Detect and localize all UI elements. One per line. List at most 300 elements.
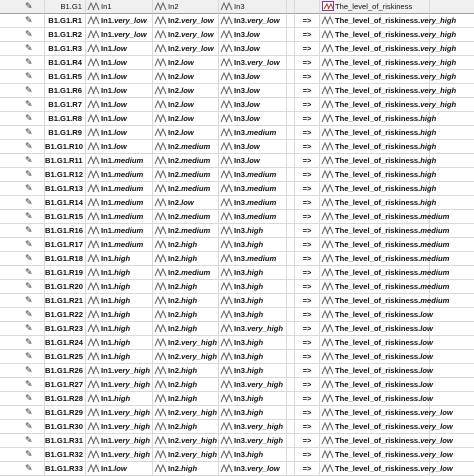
- in2-cell[interactable]: [153, 350, 219, 364]
- in3-cell[interactable]: [219, 406, 287, 420]
- pencil-icon[interactable]: ✎: [25, 183, 33, 193]
- in1-cell[interactable]: [86, 28, 153, 42]
- table-row[interactable]: [0, 196, 474, 210]
- table-row[interactable]: [0, 336, 474, 350]
- in2-cell[interactable]: [153, 266, 219, 280]
- blank-cell: [287, 378, 295, 392]
- pencil-icon[interactable]: ✎: [25, 281, 33, 291]
- in2-cell[interactable]: [153, 224, 219, 238]
- in1-cell[interactable]: [86, 14, 153, 28]
- in1-cell[interactable]: [86, 238, 153, 252]
- in3-cell[interactable]: [219, 350, 287, 364]
- after-cell: [430, 336, 474, 350]
- in3-value: very_high: [247, 380, 283, 389]
- separator: .: [244, 114, 248, 123]
- header-rule[interactable]: B1.G1: [45, 0, 86, 14]
- table-row[interactable]: [0, 168, 474, 182]
- in2-cell[interactable]: [153, 14, 219, 28]
- in3-cell[interactable]: [219, 70, 287, 84]
- membership-function-icon: [88, 141, 100, 151]
- in1-cell[interactable]: [86, 70, 153, 84]
- membership-function-icon: [322, 29, 334, 39]
- in2-cell[interactable]: [153, 84, 219, 98]
- table-row[interactable]: [0, 224, 474, 238]
- separator: .: [244, 156, 248, 165]
- edit-cell[interactable]: [0, 56, 45, 70]
- in2-cell[interactable]: [153, 364, 219, 378]
- in1-value: high: [114, 352, 131, 361]
- out-cell[interactable]: [320, 336, 433, 350]
- out-value: medium: [420, 226, 450, 235]
- table-row[interactable]: [0, 126, 474, 140]
- in2-cell[interactable]: [153, 238, 219, 252]
- in1-cell[interactable]: [86, 112, 153, 126]
- in1-cell[interactable]: [86, 350, 153, 364]
- pencil-icon[interactable]: ✎: [25, 29, 33, 39]
- in2-cell[interactable]: [153, 42, 219, 56]
- edit-cell[interactable]: [0, 448, 45, 462]
- in3-cell[interactable]: [219, 42, 287, 56]
- separator: .: [418, 282, 421, 291]
- pencil-icon[interactable]: ✎: [25, 197, 33, 207]
- in2-cell[interactable]: [153, 406, 219, 420]
- out-cell[interactable]: [320, 168, 437, 182]
- pencil-icon[interactable]: ✎: [25, 365, 33, 375]
- in3-cell[interactable]: [219, 294, 287, 308]
- out-cell[interactable]: [320, 70, 457, 84]
- pencil-icon[interactable]: ✎: [25, 71, 33, 81]
- edit-cell[interactable]: [0, 126, 45, 140]
- in2-var: In2: [168, 380, 179, 389]
- membership-function-icon: [221, 281, 233, 291]
- in1-cell[interactable]: [86, 420, 153, 434]
- table-row[interactable]: [0, 406, 474, 420]
- edit-cell[interactable]: [0, 294, 45, 308]
- in2-cell[interactable]: [153, 182, 219, 196]
- rule-id: B1.G1.R20: [45, 280, 86, 294]
- after-cell: [430, 28, 474, 42]
- table-row[interactable]: [0, 42, 474, 56]
- pencil-icon[interactable]: ✎: [25, 169, 33, 179]
- out-cell[interactable]: [320, 462, 453, 476]
- out-cell[interactable]: [320, 280, 450, 294]
- pencil-icon[interactable]: ✎: [25, 323, 33, 333]
- in2-cell[interactable]: [153, 322, 219, 336]
- out-cell[interactable]: [320, 140, 437, 154]
- in3-cell[interactable]: [219, 84, 287, 98]
- table-row[interactable]: [0, 364, 474, 378]
- in1-var: In1: [101, 184, 112, 193]
- out-cell[interactable]: [320, 14, 457, 28]
- blank-cell: [287, 112, 295, 126]
- separator: .: [244, 198, 248, 207]
- in2-cell[interactable]: [153, 392, 219, 406]
- edit-cell[interactable]: [0, 406, 45, 420]
- table-row[interactable]: [0, 182, 474, 196]
- membership-function-icon: [155, 295, 167, 305]
- pencil-icon[interactable]: ✎: [25, 309, 33, 319]
- pencil-icon[interactable]: ✎: [25, 85, 33, 95]
- table-row[interactable]: [0, 140, 474, 154]
- membership-function-icon: [155, 337, 167, 347]
- pencil-icon[interactable]: ✎: [25, 99, 33, 109]
- in2-cell[interactable]: [153, 336, 219, 350]
- pencil-icon[interactable]: ✎: [25, 57, 33, 67]
- separator: .: [111, 352, 115, 361]
- membership-function-icon: [155, 15, 167, 25]
- in2-cell[interactable]: [153, 434, 219, 448]
- out-cell[interactable]: [320, 308, 433, 322]
- edit-cell[interactable]: [0, 168, 45, 182]
- out-value: low: [420, 380, 433, 389]
- edit-cell[interactable]: [0, 266, 45, 280]
- in3-cell[interactable]: [219, 266, 287, 280]
- in3-cell[interactable]: [219, 224, 287, 238]
- header-in2[interactable]: [153, 0, 219, 14]
- arrow-cell: =>: [295, 14, 320, 28]
- edit-cell[interactable]: [0, 182, 45, 196]
- pencil-icon[interactable]: ✎: [25, 15, 33, 25]
- table-row[interactable]: [0, 280, 474, 294]
- in3-cell[interactable]: [219, 420, 287, 434]
- in3-cell[interactable]: [219, 252, 287, 266]
- membership-function-icon: [155, 211, 167, 221]
- after-cell: [430, 238, 474, 252]
- out-cell[interactable]: [320, 252, 450, 266]
- table-row[interactable]: [0, 154, 474, 168]
- out-cell[interactable]: [320, 126, 437, 140]
- pencil-icon[interactable]: ✎: [25, 141, 33, 151]
- in1-cell[interactable]: [86, 168, 153, 182]
- edit-cell[interactable]: [0, 364, 45, 378]
- in1-cell[interactable]: [86, 336, 153, 350]
- in3-cell[interactable]: [219, 378, 287, 392]
- in2-cell[interactable]: [153, 140, 219, 154]
- in3-cell[interactable]: [219, 364, 287, 378]
- in3-cell[interactable]: [219, 56, 287, 70]
- out-cell[interactable]: [320, 378, 433, 392]
- out-cell[interactable]: [320, 322, 433, 336]
- in3-cell[interactable]: [219, 14, 287, 28]
- edit-cell[interactable]: [0, 28, 45, 42]
- in2-cell[interactable]: [153, 196, 219, 210]
- separator: .: [178, 464, 182, 473]
- out-cell[interactable]: [320, 84, 457, 98]
- rule-id: B1.G1.R11: [45, 154, 86, 168]
- out-cell[interactable]: [320, 350, 433, 364]
- in3-cell[interactable]: [219, 462, 287, 476]
- out-cell[interactable]: [320, 224, 450, 238]
- table-row[interactable]: [0, 98, 474, 112]
- in2-cell[interactable]: [153, 378, 219, 392]
- pencil-icon[interactable]: ✎: [25, 421, 33, 431]
- arrow-cell: =>: [295, 420, 320, 434]
- in1-cell[interactable]: [86, 378, 153, 392]
- out-var: The_level_of_riskiness: [335, 352, 419, 361]
- blank-cell: [287, 252, 295, 266]
- pencil-icon[interactable]: ✎: [25, 267, 33, 277]
- in1-cell[interactable]: [86, 322, 153, 336]
- table-row[interactable]: [0, 308, 474, 322]
- after-cell: [430, 406, 474, 420]
- in1-cell[interactable]: [86, 364, 153, 378]
- separator: .: [244, 422, 248, 431]
- in1-cell[interactable]: [86, 294, 153, 308]
- pencil-icon[interactable]: ✎: [25, 43, 33, 53]
- edit-cell[interactable]: [0, 42, 45, 56]
- in1-cell[interactable]: [86, 448, 153, 462]
- out-cell[interactable]: [320, 406, 453, 420]
- out-cell[interactable]: [320, 98, 457, 112]
- header-in1[interactable]: [86, 0, 153, 14]
- in1-cell[interactable]: [86, 196, 153, 210]
- in3-var: In3: [234, 156, 245, 165]
- in1-cell[interactable]: [86, 182, 153, 196]
- in3-cell[interactable]: [219, 448, 287, 462]
- out-cell[interactable]: [320, 210, 450, 224]
- in3-cell[interactable]: [219, 154, 287, 168]
- edit-cell[interactable]: [0, 140, 45, 154]
- edit-cell[interactable]: [0, 462, 45, 476]
- in3-cell[interactable]: [219, 182, 287, 196]
- table-row[interactable]: [0, 378, 474, 392]
- pencil-icon[interactable]: ✎: [25, 337, 33, 347]
- table-row[interactable]: [0, 252, 474, 266]
- edit-cell[interactable]: [0, 112, 45, 126]
- edit-cell[interactable]: [0, 392, 45, 406]
- membership-function-icon: [155, 449, 167, 459]
- membership-function-icon: [221, 141, 233, 151]
- rule-id: B1.G1.R33: [45, 462, 86, 476]
- in1-cell[interactable]: [86, 126, 153, 140]
- separator: .: [178, 366, 182, 375]
- out-cell[interactable]: [320, 420, 453, 434]
- in1-cell[interactable]: [86, 462, 153, 476]
- out-cell[interactable]: [320, 42, 457, 56]
- in1-cell[interactable]: [86, 210, 153, 224]
- pencil-icon[interactable]: ✎: [25, 463, 33, 473]
- pencil-icon[interactable]: ✎: [25, 239, 33, 249]
- table-row[interactable]: [0, 392, 474, 406]
- in3-cell[interactable]: [219, 126, 287, 140]
- edit-cell[interactable]: [0, 350, 45, 364]
- table-row[interactable]: [0, 322, 474, 336]
- pencil-icon[interactable]: ✎: [25, 253, 33, 263]
- out-cell[interactable]: [320, 112, 437, 126]
- in2-cell[interactable]: [153, 420, 219, 434]
- in3-value: high: [247, 310, 264, 319]
- pencil-icon[interactable]: ✎: [25, 407, 33, 417]
- pencil-icon[interactable]: ✎: [25, 351, 33, 361]
- table-row[interactable]: [0, 112, 474, 126]
- table-row[interactable]: [0, 28, 474, 42]
- in2-var: In2: [168, 156, 179, 165]
- edit-cell[interactable]: [0, 434, 45, 448]
- out-cell[interactable]: [320, 28, 457, 42]
- in1-cell[interactable]: [86, 84, 153, 98]
- in3-cell[interactable]: [219, 140, 287, 154]
- in1-cell[interactable]: [86, 56, 153, 70]
- in2-cell[interactable]: [153, 56, 219, 70]
- arrow-cell: =>: [295, 266, 320, 280]
- in1-cell[interactable]: [86, 140, 153, 154]
- edit-cell[interactable]: [0, 98, 45, 112]
- pencil-icon[interactable]: ✎: [25, 379, 33, 389]
- in3-cell[interactable]: [219, 308, 287, 322]
- table-row[interactable]: [0, 420, 474, 434]
- in1-cell[interactable]: [86, 280, 153, 294]
- in2-cell[interactable]: [153, 462, 219, 476]
- in1-cell[interactable]: [86, 252, 153, 266]
- out-cell[interactable]: [320, 392, 433, 406]
- in2-cell[interactable]: [153, 98, 219, 112]
- edit-cell[interactable]: [0, 210, 45, 224]
- after-cell: [430, 42, 474, 56]
- out-cell[interactable]: [320, 56, 457, 70]
- in2-var: In2: [168, 366, 179, 375]
- in2-cell[interactable]: [153, 70, 219, 84]
- out-var: The_level_of_riskiness: [335, 226, 419, 235]
- edit-cell[interactable]: [0, 378, 45, 392]
- table-row[interactable]: [0, 350, 474, 364]
- edit-cell[interactable]: [0, 280, 45, 294]
- out-cell[interactable]: [320, 154, 437, 168]
- in1-cell[interactable]: [86, 154, 153, 168]
- membership-function-icon: [88, 449, 100, 459]
- in2-cell[interactable]: [153, 294, 219, 308]
- in3-var: In3: [234, 254, 245, 263]
- table-row[interactable]: [0, 70, 474, 84]
- out-cell[interactable]: [320, 266, 450, 280]
- edit-cell[interactable]: [0, 196, 45, 210]
- in2-cell[interactable]: [153, 252, 219, 266]
- table-row[interactable]: [0, 210, 474, 224]
- table-row[interactable]: [0, 238, 474, 252]
- edit-cell[interactable]: [0, 252, 45, 266]
- in3-cell[interactable]: [219, 168, 287, 182]
- separator: .: [178, 408, 182, 417]
- in2-cell[interactable]: [153, 280, 219, 294]
- in2-var: In2: [168, 282, 179, 291]
- in3-cell[interactable]: [219, 196, 287, 210]
- header-out[interactable]: [320, 0, 430, 14]
- table-row[interactable]: [0, 294, 474, 308]
- pencil-icon[interactable]: ✎: [25, 155, 33, 165]
- out-cell[interactable]: [320, 364, 433, 378]
- table-row[interactable]: [0, 266, 474, 280]
- in2-cell[interactable]: [153, 308, 219, 322]
- in1-cell[interactable]: [86, 434, 153, 448]
- edit-cell[interactable]: [0, 322, 45, 336]
- in2-value: medium: [181, 170, 211, 179]
- in1-cell[interactable]: [86, 406, 153, 420]
- in3-cell[interactable]: [219, 322, 287, 336]
- membership-function-icon: [322, 169, 334, 179]
- edit-cell[interactable]: [0, 224, 45, 238]
- out-cell[interactable]: [320, 434, 453, 448]
- pencil-icon[interactable]: ✎: [25, 225, 33, 235]
- membership-function-icon: [322, 43, 334, 53]
- edit-cell[interactable]: [0, 84, 45, 98]
- in3-cell[interactable]: [219, 336, 287, 350]
- in1-cell[interactable]: [86, 308, 153, 322]
- after-cell: [430, 112, 474, 126]
- in1-cell[interactable]: [86, 98, 153, 112]
- out-cell[interactable]: [320, 294, 450, 308]
- in2-cell[interactable]: [153, 210, 219, 224]
- pencil-icon[interactable]: ✎: [25, 295, 33, 305]
- table-row[interactable]: [0, 56, 474, 70]
- table-row[interactable]: [0, 84, 474, 98]
- in3-cell[interactable]: [219, 392, 287, 406]
- table-row[interactable]: [0, 14, 474, 28]
- edit-cell[interactable]: [0, 308, 45, 322]
- in1-cell[interactable]: [86, 224, 153, 238]
- in1-cell[interactable]: [86, 392, 153, 406]
- in3-cell[interactable]: [219, 112, 287, 126]
- in3-cell[interactable]: [219, 280, 287, 294]
- in2-var: In2: [168, 254, 179, 263]
- in2-value: medium: [181, 184, 211, 193]
- edit-cell[interactable]: [0, 420, 45, 434]
- out-cell[interactable]: [320, 196, 437, 210]
- out-cell[interactable]: [320, 238, 450, 252]
- pencil-icon[interactable]: ✎: [25, 393, 33, 403]
- out-cell[interactable]: [320, 182, 437, 196]
- in3-cell[interactable]: [219, 98, 287, 112]
- separator: .: [418, 380, 421, 389]
- separator: .: [178, 212, 182, 221]
- table-row[interactable]: [0, 434, 474, 448]
- separator: .: [178, 394, 182, 403]
- in3-cell[interactable]: [219, 434, 287, 448]
- separator: .: [244, 58, 248, 67]
- edit-cell[interactable]: [0, 70, 45, 84]
- edit-cell[interactable]: [0, 14, 45, 28]
- after-cell: [430, 364, 474, 378]
- blank-cell: [287, 448, 295, 462]
- after-cell: [430, 266, 474, 280]
- in2-var: In2: [168, 352, 179, 361]
- separator: .: [178, 198, 182, 207]
- pencil-icon[interactable]: ✎: [25, 211, 33, 221]
- edit-cell[interactable]: [0, 238, 45, 252]
- in1-var: In1: [101, 58, 112, 67]
- in2-cell[interactable]: [153, 126, 219, 140]
- pencil-icon[interactable]: ✎: [25, 113, 33, 123]
- in2-cell[interactable]: [153, 28, 219, 42]
- out-cell[interactable]: [320, 448, 453, 462]
- edit-cell[interactable]: [0, 336, 45, 350]
- pencil-icon[interactable]: ✎: [25, 127, 33, 137]
- in2-cell[interactable]: [153, 154, 219, 168]
- in1-cell[interactable]: [86, 42, 153, 56]
- in2-cell[interactable]: [153, 168, 219, 182]
- table-row[interactable]: [0, 448, 474, 462]
- header-in3[interactable]: [219, 0, 287, 14]
- in2-cell[interactable]: [153, 448, 219, 462]
- in3-cell[interactable]: [219, 28, 287, 42]
- in1-cell[interactable]: [86, 266, 153, 280]
- edit-cell[interactable]: [0, 154, 45, 168]
- in3-cell[interactable]: [219, 210, 287, 224]
- in2-cell[interactable]: [153, 112, 219, 126]
- table-row[interactable]: [0, 462, 474, 476]
- pencil-icon[interactable]: ✎: [25, 435, 33, 445]
- in3-cell[interactable]: [219, 238, 287, 252]
- pencil-icon[interactable]: ✎: [25, 449, 33, 459]
- in3-value: medium: [247, 254, 277, 263]
